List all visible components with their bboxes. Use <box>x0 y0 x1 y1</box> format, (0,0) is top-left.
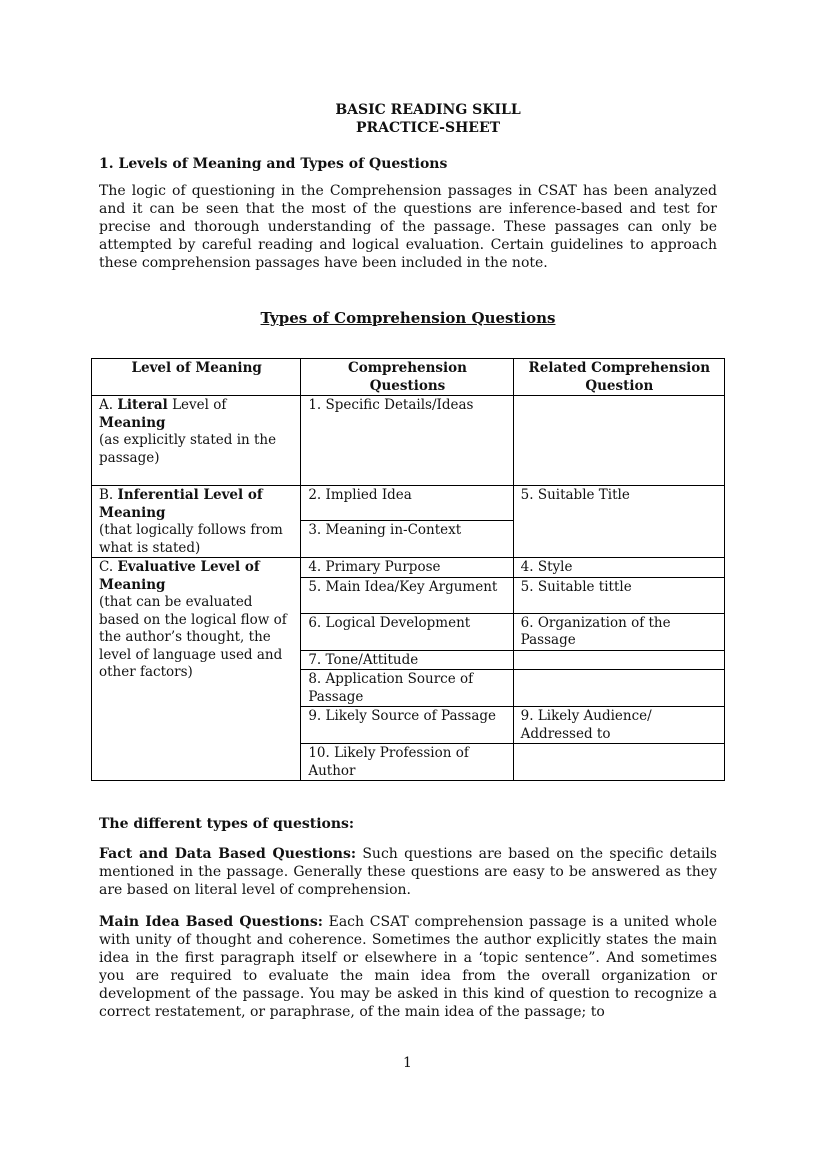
main-text: Each CSAT comprehension passage is a united whole with unity of thought and coherence. Sometimes the author explicitly states the main idea in the first paragraph itself or elsewhere in a ‘topic sentence”. And sometimes you are required to evaluate the main idea from the overall organization or development of the passage. You may be asked in this kind of question to recognize a correct restatement, or paraphrase, of the main idea of the passage; to <box>99 914 717 1020</box>
table-title <box>0 309 816 327</box>
section-heading: 1. Levels of Meaning and Types of Questions <box>99 156 448 172</box>
question-cell: 10. Likely Profession of Author <box>301 744 513 781</box>
related-cell <box>513 396 724 486</box>
level-prefix: C. <box>99 559 118 575</box>
table-row <box>92 486 725 521</box>
related-cell <box>513 744 724 781</box>
main-idea-paragraph <box>99 913 717 1021</box>
header-comprehension-questions: Comprehension Questions <box>301 359 513 396</box>
related-cell: 5. Suitable tittle <box>513 577 724 613</box>
level-desc: (as explicitly stated in the passage) <box>99 432 277 466</box>
fact-text: Such questions are based on the specific details mentioned in the passage. Generally these questions are easy to be answered as they are based on literal level of comprehension. <box>99 846 717 898</box>
level-rest: Level of <box>167 397 227 413</box>
table-header-row <box>92 359 725 396</box>
header-related-question: Related Comprehension Question <box>513 359 724 396</box>
level-bold2: Meaning <box>99 576 166 593</box>
related-cell: 5. Suitable Title <box>513 486 724 558</box>
level-bold2: Meaning <box>99 504 166 521</box>
question-cell: 1. Specific Details/Ideas <box>301 396 513 486</box>
main-lead: Main Idea Based Questions: <box>99 914 323 930</box>
related-cell: 9. Likely Audience/ Addressed to <box>513 707 724 744</box>
related-cell <box>513 650 724 670</box>
related-cell <box>513 670 724 707</box>
document-title-line1: BASIC READING SKILL <box>335 102 521 118</box>
intro-paragraph: The logic of questioning in the Comprehension passages in CSAT has been analyzed and it can be seen that the most of the questions are inference-based and test for precise and thorough understanding of the passage. These passages can only be attempted by careful reading and logical evaluation. Certain guidelines to approach these comprehension passages have been included in the note. <box>99 183 717 271</box>
document-title-line2: PRACTICE-SHEET <box>355 120 501 136</box>
level-bold: Inferential Level of <box>117 487 263 503</box>
table-row <box>92 396 725 486</box>
question-cell: 2. Implied Idea <box>301 486 513 521</box>
fact-data-paragraph <box>99 845 717 899</box>
types-heading: The different types of questions: <box>99 816 355 832</box>
level-a-cell <box>92 396 301 486</box>
level-desc: (that logically follows from what is stated) <box>99 522 283 556</box>
question-cell: 7. Tone/Attitude <box>301 650 513 670</box>
comprehension-types-table <box>91 358 725 781</box>
question-cell: 5. Main Idea/Key Argument <box>301 577 513 613</box>
question-cell: 6. Logical Development <box>301 613 513 650</box>
level-bold: Evaluative Level of <box>117 559 260 575</box>
question-cell: 8. Application Source of Passage <box>301 670 513 707</box>
related-cell: 4. Style <box>513 558 724 578</box>
level-prefix: A. <box>99 397 118 413</box>
page-number: 1 <box>403 1055 412 1071</box>
question-cell: 3. Meaning in-Context <box>301 521 513 558</box>
question-cell: 9. Likely Source of Passage <box>301 707 513 744</box>
level-bold: Literal <box>117 397 168 413</box>
fact-lead: Fact and Data Based Questions: <box>99 846 357 862</box>
level-b-cell <box>92 486 301 558</box>
level-bold2: Meaning <box>99 414 166 431</box>
header-level-of-meaning: Level of Meaning <box>92 359 301 396</box>
table-row <box>92 558 725 578</box>
level-c-cell <box>92 558 301 781</box>
level-desc: (that can be evaluated based on the logical flow of the author’s thought, the level of language used and other factors) <box>99 594 287 680</box>
table-title-text: Types of Comprehension Questions <box>260 309 556 327</box>
question-cell: 4. Primary Purpose <box>301 558 513 578</box>
level-prefix: B. <box>99 487 118 503</box>
related-cell: 6. Organization of the Passage <box>513 613 724 650</box>
